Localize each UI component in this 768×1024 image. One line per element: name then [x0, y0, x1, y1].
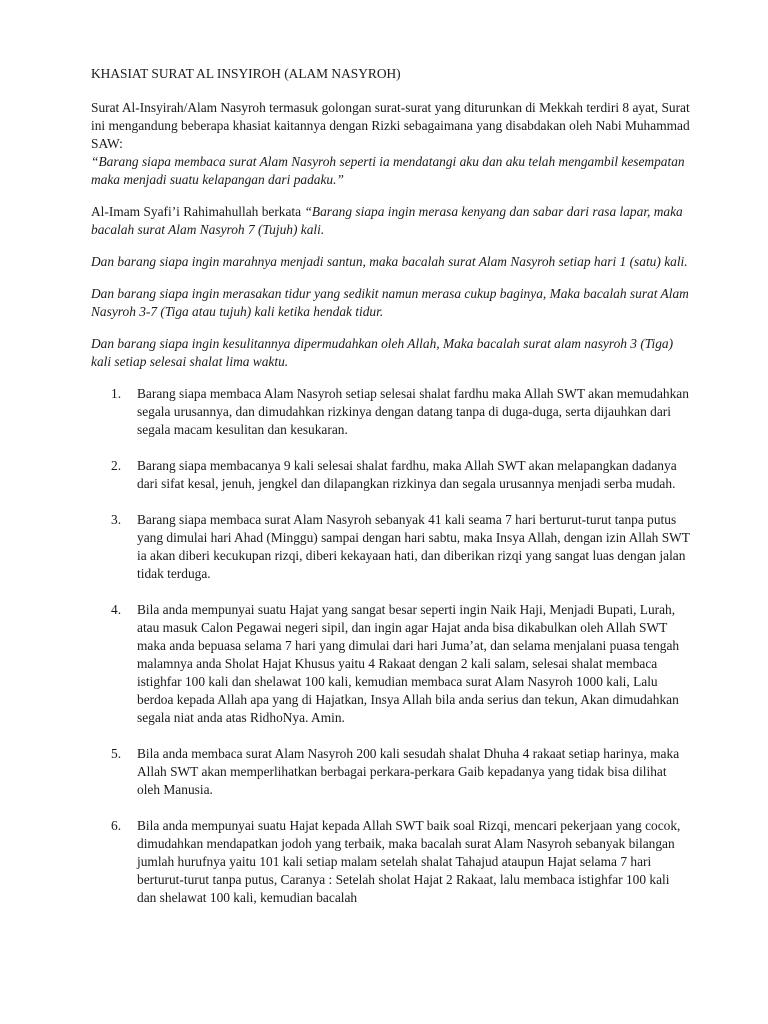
list-item-number: 1.: [111, 386, 122, 401]
list-item-number: 4.: [111, 602, 122, 617]
list-item: [91, 817, 691, 907]
intro-quote: “Barang siapa membaca surat Alam Nasyroh seperti ia mendatangi aku dan aku telah mengambil kesempatan maka menjadi suatu kelapangan dari padaku.”: [91, 154, 685, 187]
list-item: [91, 457, 691, 493]
list-item-text: Bila anda membaca surat Alam Nasyroh 200 kali sesudah shalat Dhuha 4 rakaat setiap harinya, maka Allah SWT akan memperlihatkan berbagai perkara-perkara Gaib kepadanya yang tidak bisa dilihat oleh Manusia.: [137, 746, 680, 797]
list-item-text: Barang siapa membacanya 9 kali selesai shalat fardhu, maka Allah SWT akan melapangkan dadanya dari sifat kesal, jenuh, jengkel dan dilapangkan rizkinya dan segala urusannya menjadi serba mudah.: [137, 458, 677, 491]
list-item-number: 6.: [111, 818, 122, 833]
list-item-text: Bila anda mempunyai suatu Hajat yang sangat besar seperti ingin Naik Haji, Menjadi Bupati, Lurah, atau masuk Calon Pegawai negeri sipil, dan ingin agar Hajat anda bisa dikabulkan oleh Allah SWT maka anda bepuasa selama 7 hari yang dimulai dari hari Juma’at, dan selama menjalani puasa tengah malamnya anda Sholat Hajat Khusus yaitu 4 Rakaat dengan 2 kali salam, selesai shalat membaca istighfar 100 kali dan shelawat 100 kali, kemudian membaca surat Alam Nasyroh 1000 kali, Lalu berdoa kepada Allah apa yang di Hajatkan, Insya Allah bila anda serius dan tekun, Akan dimudahkan segala niat anda atas RidhoNya. Amin.: [137, 602, 680, 725]
intro-text: Surat Al-Insyirah/Alam Nasyroh termasuk golongan surat-surat yang diturunkan di Mekkah terdiri 8 ayat, Surat ini mengandung beberapa khasiat kaitannya dengan Rizki sebagaimana yang disabdakan oleh Nabi Muhammad SAW:: [91, 100, 690, 151]
list-item: [91, 745, 691, 799]
benefits-list: [91, 385, 691, 907]
list-item: [91, 601, 691, 727]
list-item-number: 5.: [111, 746, 122, 761]
italic-paragraph: Dan barang siapa ingin kesulitannya dipermudahkan oleh Allah, Maka bacalah surat alam nasyroh 3 (Tiga) kali setiap selesai shalat lima waktu.: [91, 336, 674, 369]
imam-quote: “Barang siapa ingin merasa kenyang dan sabar dari rasa lapar, maka bacalah surat Alam Nasyroh 7 (Tujuh) kali.: [91, 204, 683, 237]
document-title: KHASIAT SURAT AL INSYIROH (ALAM NASYROH): [91, 66, 401, 81]
list-item-number: 2.: [111, 458, 122, 473]
list-item: [91, 511, 691, 583]
document-page: [91, 65, 691, 925]
list-item-text: Barang siapa membaca Alam Nasyroh setiap selesai shalat fardhu maka Allah SWT akan memudahkan segala urusannya, dan dimudahkan rizkinya dengan datang tanpa di duga-duga, serta dijauhkan dari segala macam kesulitan dan kesukaran.: [137, 386, 689, 437]
list-item-text: Bila anda mempunyai suatu Hajat kepada Allah SWT baik soal Rizqi, mencari pekerjaan yang cocok, dimudahkan mendapatkan jodoh yang terbaik, maka bacalah surat Alam Nasyroh sebanyak bilangan jumlah hurufnya yaitu 101 kali setiap malam setelah shalat Tahajud ataupun Hajat selama 7 hari berturut-turut tanpa putus, Caranya : Setelah sholat Hajat 2 Rakaat, lalu membaca istighfar 100 kali dan shelawat 100 kali, kemudian bacalah: [137, 818, 681, 905]
list-item-number: 3.: [111, 512, 122, 527]
imam-paragraph: [91, 203, 691, 239]
italic-paragraph: Dan barang siapa ingin merasakan tidur yang sedikit namun merasa cukup baginya, Maka bacalah surat Alam Nasyroh 3-7 (Tiga atau tujuh) kali ketika hendak tidur.: [91, 286, 689, 319]
italic-paragraph: Dan barang siapa ingin marahnya menjadi santun, maka bacalah surat Alam Nasyroh setiap hari 1 (satu) kali.: [91, 254, 688, 269]
intro-paragraph: [91, 99, 691, 189]
list-item: [91, 385, 691, 439]
imam-lead: Al-Imam Syafi’i Rahimahullah berkata: [91, 204, 305, 219]
list-item-text: Barang siapa membaca surat Alam Nasyroh sebanyak 41 kali seama 7 hari berturut-turut tanpa putus yang dimulai hari Ahad (Minggu) sampai dengan hari sabtu, maka Insya Allah, dengan izin Allah SWT ia akan diberi kecukupan rizqi, diberi kekayaan hati, dan diberikan rizqi yang sangat luas dengan jalan tidak terduga.: [137, 512, 690, 581]
